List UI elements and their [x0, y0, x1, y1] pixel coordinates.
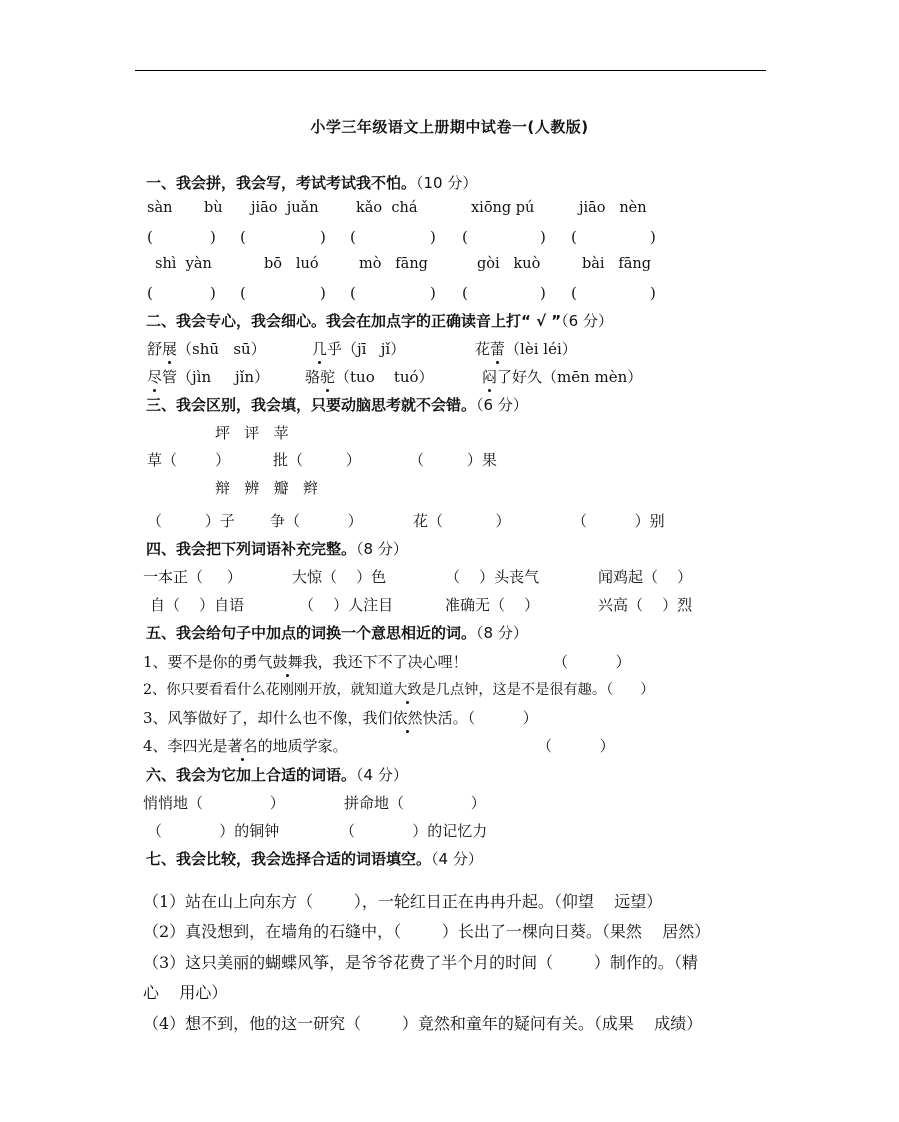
- blank-9-close: ): [540, 284, 546, 302]
- section-3-heading: 三、我会区别，我会填，只要动脑思考就不会错。（6 分）: [146, 396, 528, 414]
- choice-question-1: （1）站在山上向东方（ ），一轮红日正在冉冉升起。（仰望 远望）: [143, 892, 663, 911]
- word-fill-3: （ ）的铜钟: [147, 822, 280, 840]
- pinyin-10: gòi kuò: [477, 256, 541, 272]
- section-6-heading: 六、我会为它加上合适的词语。（4 分）: [146, 766, 408, 784]
- idiom-6: （ ）人注目: [299, 596, 394, 614]
- synonym-sentence-2: 2、你只要看看什么花刚刚开放，就知道大致是几点钟，这是不是很有趣。（ ）: [143, 679, 654, 699]
- pinyin-2: bù: [204, 200, 223, 216]
- synonym-sentence-4: 4、李四光是著名的地质学家。: [143, 737, 348, 755]
- idiom-1: 一本正（ ）: [143, 568, 242, 586]
- reading-item-4: 尽管（jìn jǐn）: [147, 368, 270, 386]
- idiom-3: （ ）头丧气: [445, 568, 540, 586]
- blank-8-close: ): [430, 284, 436, 302]
- reading-item-1: 舒展（shū sū）: [147, 340, 266, 358]
- top-rule: [135, 70, 766, 71]
- blank-7-open: (: [240, 284, 246, 302]
- choice-question-3-cont: 心 用心）: [143, 983, 228, 1002]
- blank-1-open: (: [147, 228, 153, 246]
- blank-6-close: ): [210, 284, 216, 302]
- blank-6-open: (: [147, 284, 153, 302]
- char-group-1: 坪 评 苹: [215, 424, 289, 442]
- word-fill-2: 拼命地（ ）: [344, 794, 486, 812]
- blank-3-close: ): [430, 228, 436, 246]
- pinyin-8: bō luó: [264, 256, 319, 272]
- blank-2-close: ): [320, 228, 326, 246]
- reading-item-3: 花蕾（lèi léi）: [475, 340, 577, 358]
- blank-5-open: (: [571, 228, 577, 246]
- reading-item-6: 闷了好久（mēn mèn）: [482, 368, 643, 386]
- fill-1: 草（ ）: [147, 451, 231, 469]
- word-fill-1: 悄悄地（ ）: [143, 794, 285, 812]
- choice-question-2: （2）真没想到，在墙角的石缝中，（ ）长出了一棵向日葵。（果然 居然）: [143, 922, 711, 941]
- idiom-8: 兴高（ ）烈: [598, 596, 693, 614]
- reading-item-5: 骆驼（tuo tuó）: [305, 368, 434, 386]
- choice-question-4: （4）想不到，他的这一研究（ ）竟然和童年的疑问有关。（成果 成绩）: [143, 1014, 703, 1033]
- fill-5: 争（ ）: [270, 512, 363, 530]
- synonym-sentence-1: 1、要不是你的勇气鼓舞我，我还下不了决心哩！: [143, 653, 468, 671]
- section-5-heading: 五、我会给句子中加点的词换一个意思相近的词。（8 分）: [146, 624, 528, 642]
- section-7-heading: 七、我会比较，我会选择合适的词语填空。（4 分）: [146, 850, 483, 868]
- pinyin-9: mò fāng: [359, 256, 428, 272]
- blank-4-close: ): [540, 228, 546, 246]
- blank-3-open: (: [350, 228, 356, 246]
- idiom-4: 闻鸡起（ ）: [598, 568, 693, 586]
- word-fill-4: （ ）的记忆力: [340, 822, 488, 840]
- idiom-2: 大惊（ ）色: [292, 568, 387, 586]
- pinyin-11: bài fāng: [582, 256, 652, 272]
- pinyin-3: jiāo juǎn: [251, 200, 319, 216]
- blank-9-open: (: [462, 284, 468, 302]
- blank-10-open: (: [571, 284, 577, 302]
- synonym-answer-1: （ ）: [553, 653, 631, 671]
- pinyin-7: shì yàn: [155, 256, 212, 272]
- blank-1-close: ): [210, 228, 216, 246]
- choice-question-3: （3）这只美丽的蝴蝶风筝，是爷爷花费了半个月的时间（ ）制作的。（精: [143, 953, 698, 972]
- pinyin-5: xiōng pú: [471, 200, 535, 216]
- fill-6: 花（ ）: [413, 512, 511, 530]
- blank-7-close: ): [320, 284, 326, 302]
- idiom-5: 自（ ）自语: [150, 596, 245, 614]
- fill-3: （ ）果: [409, 451, 497, 469]
- blank-8-open: (: [350, 284, 356, 302]
- pinyin-4: kǎo chá: [356, 200, 418, 216]
- synonym-answer-4: （ ）: [537, 737, 615, 755]
- blank-10-close: ): [650, 284, 656, 302]
- blank-4-open: (: [462, 228, 468, 246]
- char-group-2: 辩 辨 瓣 辫: [215, 479, 318, 497]
- reading-item-2: 几乎（jī jǐ）: [312, 340, 406, 358]
- section-1-heading: 一、我会拼，我会写，考试考试我不怕。（10 分）: [146, 174, 478, 192]
- fill-2: 批（ ）: [273, 451, 361, 469]
- section-4-heading: 四、我会把下列词语补充完整。（8 分）: [146, 540, 408, 558]
- synonym-sentence-3: 3、风筝做好了，却什么也不像，我们依然快活。（ ）: [143, 709, 538, 727]
- fill-4: （ ）子: [147, 512, 235, 530]
- pinyin-6: jiāo nèn: [579, 200, 647, 216]
- fill-7: （ ）别: [572, 512, 665, 530]
- idiom-7: 准确无（ ）: [445, 596, 540, 614]
- pinyin-1: sàn: [147, 200, 173, 216]
- blank-2-open: (: [240, 228, 246, 246]
- page-title: 小学三年级语文上册期中试卷一(人教版): [310, 118, 589, 136]
- section-2-heading: 二、我会专心，我会细心。我会在加点字的正确读音上打“ √ ”（6 分）: [146, 312, 613, 330]
- blank-5-close: ): [650, 228, 656, 246]
